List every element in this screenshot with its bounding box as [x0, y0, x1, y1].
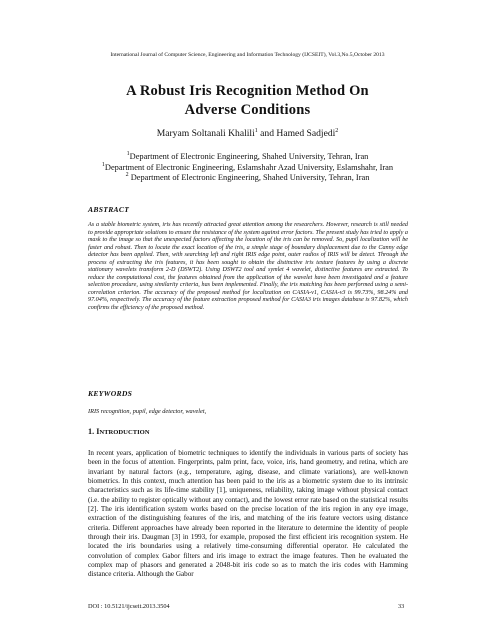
author-conjunction: and — [257, 128, 277, 139]
author-list — [60, 128, 435, 140]
affiliation-text: Department of Electronic Engineering, Eslamshahr Azad University, Eslamshahr, Iran — [104, 162, 394, 172]
affiliation-mark: 2 — [125, 172, 129, 179]
running-head: International Journal of Computer Science, Engineering and Information Technology (IJCSEIT), Vol.3,No.5,October 2013 — [110, 52, 385, 58]
abstract-text: As a stable biometric system, iris has recently attracted great attention among the researchers. However, research is still needed to provide appropriate solutions to ensure the resistance of the system against error factors. The present study has tried to apply a mask to the image so that the unexpected factors affecting the location of the iris can be removed. So, pupil localization will be faster and robust. Then to locate the exact location of the iris, a simple stage of boundary displacement due to the Canny edge detector has been applied. Then, with searching left and right IRIS edge point, outer radios of IRIS will be detect. Through the process of extracting the iris features, it has been sought to obtain the distinctive iris texture features by using a discrete stationary wavelets transform 2-D (DSWT2). Using DSWT2 tool and symlet 4 wavelet, distinctive features are extracted. To reduce the computational cost, the features obtained from the application of the wavelet have been investigated and a feature selection procedure, using similarity criteria, has been implemented. Finally, the iris matching has been performed using a semi-correlation criterion. The accuracy of the proposed method for localization on CASIA-v1, CASIA-v3 is 99.73%, 98.24% and 97.04%, respectively. The accuracy of the feature extraction proposed method for CASIA3 iris images database is 97.82%, which confirms the efficiency of the proposed method. — [88, 222, 408, 311]
section-title-rest: NTRODUCTION — [99, 429, 150, 436]
footer-doi: DOI : 10.5121/ijcseit.2013.3504 — [88, 603, 170, 610]
title-line-2: Adverse Conditions — [184, 102, 311, 118]
author-affiliation-mark: 1 — [254, 128, 258, 134]
section-number: 1. — [88, 427, 97, 436]
title-line-1: A Robust Iris Recognition Method On — [126, 83, 369, 99]
author-name: Maryam Soltanali Khalili — [156, 128, 255, 139]
affiliation-text: Department of Electronic Engineering, Shahed University, Tehran, Iran — [128, 173, 370, 183]
keywords-heading: KEYWORDS — [88, 389, 133, 398]
affiliation-text: Department of Electronic Engineering, Shahed University, Tehran, Iran — [129, 152, 369, 161]
author-name: Hamed Sadjedi — [276, 128, 336, 139]
affiliation-mark: 1 — [126, 151, 130, 157]
affiliation-mark: 1 — [101, 161, 105, 168]
keywords-text: IRIS recognition, pupil, edge detector, wavelet, — [88, 408, 207, 415]
introduction-body: In recent years, application of biometric techniques to identify the individuals in various parts of society has been in the focus of attention. Fingerprints, palm print, face, voice, iris, hand geometry, and retina, which are invariant by natural factors (e.g., temperature, aging, disease, and climate variations), are well-known biometrics. In this context, much attention has been paid to the iris as a biometric system due to its intrinsic characteristics such as its life-time stability [1], uniqueness, reliability, taking image without physical contact (i.e. the ability to register optically without any contact), and the lowest error rate based on the statistical results [2]. The iris identification system works based on the precise location of the iris region in any eye image, extraction of the distinguishing features of the iris, and matching of the iris feature vectors using distance criteria. Different approaches have already been reported in the literature to determine the identity of people through their iris. Daugman [3] in 1993, for example, proposed the first efficient iris recognition system. He located the iris boundaries using a relatively time-consuming differential operator. He calculated the convolution of complex Gabor filters and iris image to extract the image features. Then he evaluated the complex map of phasors and generated a 2048-bit iris code so as to match the iris codes with Hamming distance criteria. Although the Gabor — [88, 449, 408, 579]
abstract-heading: ABSTRACT — [88, 205, 130, 214]
paper-title — [60, 82, 435, 120]
affiliation-list — [60, 152, 435, 184]
affiliation-line — [60, 173, 435, 184]
section-heading-introduction — [88, 427, 150, 436]
section-title-initial: I — [96, 427, 100, 436]
affiliation-line — [60, 163, 435, 174]
author-affiliation-mark: 2 — [335, 128, 339, 134]
page-number: 33 — [398, 603, 405, 610]
affiliation-line — [60, 152, 435, 163]
